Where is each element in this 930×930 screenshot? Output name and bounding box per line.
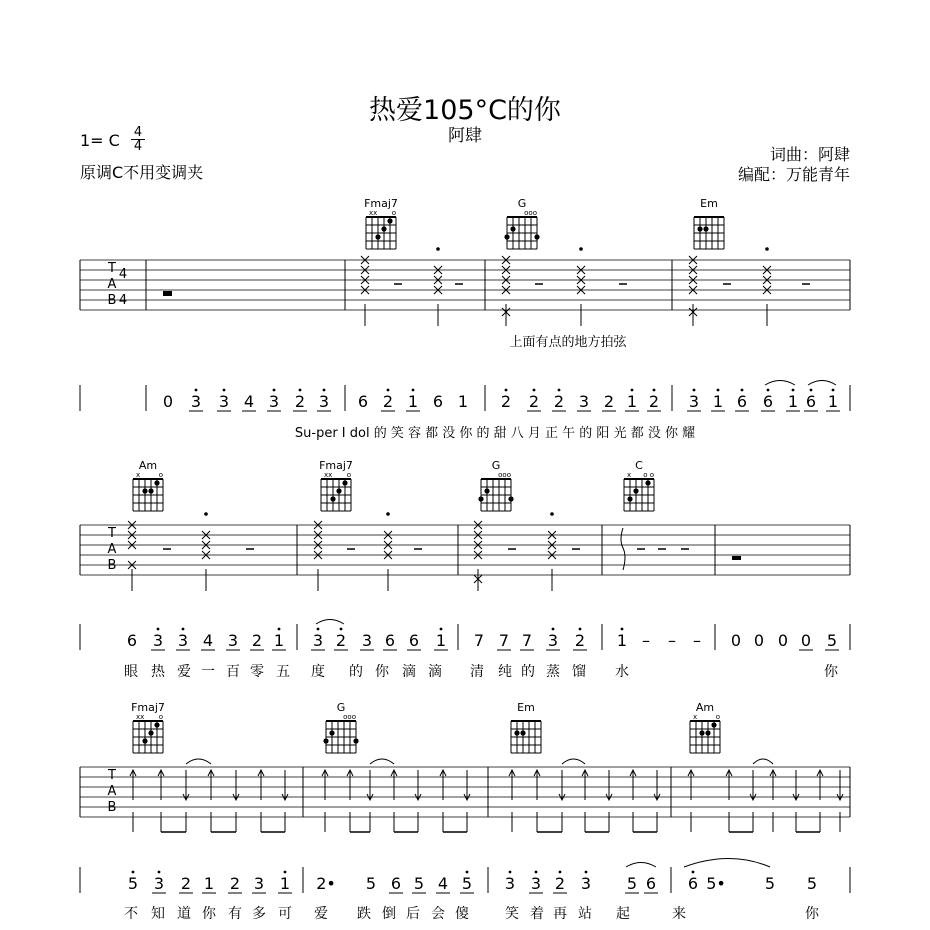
lyric-syllable: 百 — [226, 664, 240, 680]
chord-name: Am — [695, 701, 715, 714]
lyric-syllable: 知 — [151, 906, 165, 922]
octave-dot — [284, 871, 287, 874]
chord-finger-dot — [508, 496, 513, 501]
chord-finger-dot — [711, 722, 716, 727]
chord-finger-dot — [148, 730, 153, 735]
octave-dot — [323, 389, 326, 392]
lyric-syllable: 你 — [805, 906, 819, 922]
lyric-syllable: 的 — [521, 664, 535, 680]
jianpu-note: 2 — [528, 392, 540, 411]
lyric-syllable: 热 — [151, 664, 165, 680]
jianpu-note: 2 — [648, 392, 660, 411]
jianpu-note: – — [668, 631, 676, 650]
octave-dot — [810, 389, 813, 392]
time-signature-top: 4 — [133, 125, 143, 140]
chord-finger-dot — [697, 226, 702, 231]
jianpu-note: 3 — [268, 392, 280, 411]
chord-finger-dot — [627, 496, 632, 501]
jianpu-note: 7 — [473, 631, 485, 650]
chord-finger-dot — [703, 226, 708, 231]
jianpu-note: 7 — [498, 631, 510, 650]
lyric-syllable: 馏 — [572, 664, 586, 680]
jianpu-note: 5 — [127, 874, 139, 893]
jianpu-note: 6 — [126, 631, 138, 650]
octave-dot — [466, 871, 469, 874]
jianpu-note: 3 — [688, 392, 700, 411]
chord-finger-dot — [534, 234, 539, 239]
lyric-syllable: 着 — [530, 906, 544, 922]
jianpu-note: 6 — [645, 874, 657, 893]
jianpu-note: 0 — [800, 631, 812, 650]
capo-note: 原调C不用变调夹 — [80, 163, 204, 182]
jianpu-note: 6 — [390, 874, 402, 893]
octave-dot — [767, 389, 770, 392]
chord-name: C — [635, 459, 643, 472]
chord-open-marks: o o — [643, 471, 654, 479]
jianpu-note: 3 — [227, 631, 239, 650]
chord-finger-dot — [330, 496, 335, 501]
lyric-syllable: 起 — [616, 906, 630, 922]
jianpu-note: 3 — [190, 392, 202, 411]
jianpu-note: 5 — [365, 874, 377, 893]
octave-dot — [182, 628, 185, 631]
strum-arrow — [621, 528, 625, 570]
tie-arc — [808, 381, 836, 386]
song-title: 热爱105°C的你 — [369, 95, 561, 126]
lyric-syllable: 的 — [349, 664, 363, 680]
lyric-syllable: 傻 — [455, 906, 469, 922]
jianpu-note: 3 — [253, 874, 265, 893]
lyric-syllable: 爱 — [314, 906, 328, 922]
tab-staff — [80, 759, 850, 832]
jianpu-note: 2 — [251, 631, 263, 650]
lyric-syllable: 会 — [431, 906, 445, 922]
chord-name: Fmaj7 — [131, 701, 165, 714]
jianpu-note: 6 — [687, 874, 699, 893]
jianpu-note: – — [642, 631, 650, 650]
chord-finger-dot — [387, 218, 392, 223]
lyric-syllable: 爱 — [177, 664, 191, 680]
chord-finger-dot — [353, 738, 358, 743]
chord-name: G — [491, 459, 501, 472]
lyric-syllable: 零 — [250, 664, 264, 680]
chord-name: Em — [700, 197, 718, 210]
slap-dot — [436, 247, 440, 251]
jianpu-note: 3 — [580, 874, 592, 893]
tab-clef-letter: T — [108, 768, 116, 783]
tie-arc — [753, 759, 773, 764]
lyric-syllable: 多 — [252, 906, 266, 922]
lyric-syllable: 滴 — [402, 664, 416, 680]
jianpu-note: 2 — [603, 392, 615, 411]
jianpu-note: 6 — [805, 392, 817, 411]
chord-finger-dot — [510, 226, 515, 231]
slap-dot — [204, 512, 208, 516]
jianpu-note: 2 — [229, 874, 241, 893]
whole-rest — [163, 291, 172, 296]
tie-arc — [316, 620, 344, 625]
jianpu-note: 3 — [547, 631, 559, 650]
chord-finger-dot — [520, 730, 525, 735]
jianpu-note: 5 — [806, 874, 818, 893]
jianpu-note: 2 — [335, 631, 347, 650]
chord-diagram-em — [511, 701, 541, 753]
lyric-syllable: 五 — [276, 664, 290, 680]
lyric-syllable: 眼 — [124, 664, 138, 680]
jianpu-note: 6 — [384, 631, 396, 650]
lyrics-music-credit: 词曲：阿肆 — [769, 145, 850, 164]
arranger-credit: 编配：万能青年 — [737, 165, 850, 184]
lyric-syllable: 站 — [578, 906, 592, 922]
lyric-syllable: 水 — [615, 664, 629, 680]
octave-dot — [559, 871, 562, 874]
chord-mute-marks: xx — [136, 713, 145, 721]
slap-dot — [579, 247, 583, 251]
chord-name: G — [517, 197, 527, 210]
tab-time-top: 4 — [118, 267, 128, 282]
octave-dot — [832, 389, 835, 392]
chord-diagram-g — [478, 459, 513, 511]
jianpu-note: 2• — [316, 874, 336, 893]
jianpu-note: 0 — [777, 631, 789, 650]
chord-finger-dot — [323, 738, 328, 743]
tab-clef-letter: A — [107, 784, 117, 799]
tab-clef-letter: B — [107, 293, 117, 308]
chord-name: Em — [517, 701, 535, 714]
chord-mute-marks: xx — [369, 209, 378, 217]
tie-arc — [765, 381, 795, 386]
jianpu-line — [80, 624, 850, 680]
jianpu-note: 4 — [437, 874, 449, 893]
octave-dot — [741, 389, 744, 392]
octave-dot — [653, 389, 656, 392]
chord-finger-dot — [381, 226, 386, 231]
jianpu-note: 5 — [413, 874, 425, 893]
key-signature: 1= C — [80, 131, 120, 150]
octave-dot — [693, 389, 696, 392]
octave-dot — [223, 389, 226, 392]
chord-diagram-c — [624, 459, 654, 511]
slap-dot — [386, 512, 390, 516]
tab-clef-letter: A — [107, 277, 117, 292]
lyric-syllable: 度 — [311, 664, 325, 680]
tab-staff — [80, 247, 850, 350]
lyric-syllable: 跌 — [357, 906, 371, 922]
octave-dot — [533, 389, 536, 392]
lyric-syllable: 不 — [124, 906, 138, 922]
octave-dot — [585, 871, 588, 874]
octave-dot — [509, 871, 512, 874]
chord-diagram-fmaj7 — [131, 701, 165, 753]
chord-name: Fmaj7 — [319, 459, 353, 472]
chord-open-marks: o — [158, 471, 163, 479]
jianpu-note: – — [693, 631, 701, 650]
chord-finger-dot — [705, 730, 710, 735]
chord-finger-dot — [645, 480, 650, 485]
octave-dot — [340, 628, 343, 631]
tie-arc — [684, 859, 770, 868]
jianpu-note: 6 — [408, 631, 420, 650]
jianpu-note: 2 — [382, 392, 394, 411]
jianpu-note: 1 — [787, 392, 799, 411]
jianpu-note: 5 — [826, 631, 838, 650]
chord-name: Fmaj7 — [364, 197, 398, 210]
tab-staff — [80, 512, 850, 591]
octave-dot — [158, 871, 161, 874]
octave-dot — [631, 389, 634, 392]
jianpu-note: 1 — [435, 631, 447, 650]
jianpu-note: 7 — [521, 631, 533, 650]
chord-mute-marks: x — [627, 471, 632, 479]
lyric-syllable: 后 — [406, 906, 420, 922]
octave-dot — [440, 628, 443, 631]
chord-diagram-fmaj7 — [364, 197, 398, 249]
octave-dot — [132, 871, 135, 874]
jianpu-note: 3 — [152, 631, 164, 650]
chord-diagram-fmaj7 — [319, 459, 353, 511]
chord-diagram-am — [690, 701, 720, 753]
jianpu-note: 1 — [279, 874, 291, 893]
chord-diagram-g — [323, 701, 358, 753]
technique-annotation: 上面有点的地方拍弦 — [509, 335, 627, 350]
chord-diagram-g — [504, 197, 539, 249]
jianpu-note: 6 — [762, 392, 774, 411]
chord-finger-dot — [375, 234, 380, 239]
jianpu-note: 3 — [578, 392, 590, 411]
tab-clef-letter: B — [107, 800, 117, 815]
jianpu-note: 0 — [162, 392, 174, 411]
tie-arc — [370, 759, 394, 764]
jianpu-note: 2 — [180, 874, 192, 893]
octave-dot — [317, 628, 320, 631]
octave-dot — [505, 389, 508, 392]
jianpu-note: 5 — [461, 874, 473, 893]
octave-dot — [273, 389, 276, 392]
jianpu-note: 1 — [616, 631, 628, 650]
jianpu-note: 3 — [218, 392, 230, 411]
octave-dot — [412, 389, 415, 392]
jianpu-note: 3 — [177, 631, 189, 650]
chord-open-marks: o — [158, 713, 163, 721]
chord-finger-dot — [142, 738, 147, 743]
chord-open-marks: o — [346, 471, 351, 479]
jianpu-note: 5• — [706, 874, 726, 893]
jianpu-note: 5 — [626, 874, 638, 893]
chord-open-marks: o — [715, 713, 720, 721]
lyric-syllable: 再 — [553, 906, 567, 922]
lyric-syllable: 你 — [202, 906, 216, 922]
octave-dot — [195, 389, 198, 392]
tab-time-bottom: 4 — [118, 293, 128, 308]
chord-finger-dot — [329, 730, 334, 735]
lyric-syllable: 蒸 — [546, 664, 560, 680]
octave-dot — [299, 389, 302, 392]
jianpu-note: 1 — [273, 631, 285, 650]
jianpu-note: 2 — [553, 392, 565, 411]
lyric-syllable: 你 — [824, 664, 838, 680]
jianpu-note: 3 — [504, 874, 516, 893]
slap-dot — [550, 512, 554, 516]
tab-clef-letter: B — [107, 558, 117, 573]
chord-finger-dot — [142, 488, 147, 493]
tie-arc — [626, 863, 656, 868]
chord-finger-dot — [336, 488, 341, 493]
jianpu-note: 2 — [574, 631, 586, 650]
chord-finger-dot — [699, 730, 704, 735]
chord-finger-dot — [504, 234, 509, 239]
tab-clef-letter: T — [108, 526, 116, 541]
chord-finger-dot — [514, 730, 519, 735]
octave-dot — [692, 871, 695, 874]
jianpu-note: 3 — [312, 631, 324, 650]
octave-dot — [621, 628, 624, 631]
time-signature-bottom: 4 — [131, 139, 145, 153]
octave-dot — [278, 628, 281, 631]
tab-clef-letter: T — [108, 261, 116, 276]
jianpu-note: 6 — [736, 392, 748, 411]
jianpu-note: 1 — [457, 392, 469, 411]
artist-name: 阿肆 — [448, 126, 482, 146]
lyric-syllable: 道 — [177, 906, 191, 922]
lyric-syllable: 来 — [672, 906, 686, 922]
octave-dot — [552, 628, 555, 631]
jianpu-line — [80, 867, 850, 922]
jianpu-note: 1 — [407, 392, 419, 411]
chord-mute-marks: x — [136, 471, 141, 479]
jianpu-note: 4 — [243, 392, 255, 411]
jianpu-note: 3 — [318, 392, 330, 411]
slap-dot — [765, 247, 769, 251]
chord-mute-marks: xx — [324, 471, 333, 479]
lyric-syllable: 有 — [228, 906, 242, 922]
octave-dot — [717, 389, 720, 392]
lyric-syllable: 一 — [201, 664, 215, 680]
chord-finger-dot — [478, 496, 483, 501]
tab-clef-letter: A — [107, 542, 117, 557]
jianpu-note: 0 — [753, 631, 765, 650]
jianpu-note: 2 — [554, 874, 566, 893]
lyric-syllable: 纯 — [498, 664, 512, 680]
octave-dot — [387, 389, 390, 392]
half-rest — [732, 556, 741, 560]
chord-diagram-em — [694, 197, 724, 249]
octave-dot — [579, 628, 582, 631]
lyrics-line: Su-per I dol 的 笑 容 都 没 你 的 甜 八 月 正 午 的 阳 光 都 没 你 耀 — [294, 426, 696, 441]
jianpu-note: 3 — [361, 631, 373, 650]
chord-finger-dot — [342, 480, 347, 485]
jianpu-note: 4 — [202, 631, 214, 650]
jianpu-note: 1 — [827, 392, 839, 411]
lyric-syllable: 倒 — [382, 906, 396, 922]
chord-name: G — [336, 701, 346, 714]
jianpu-note: 5 — [764, 874, 776, 893]
chord-open-marks: ooo — [343, 713, 356, 721]
chord-finger-dot — [154, 480, 159, 485]
lyric-syllable: 滴 — [428, 664, 442, 680]
jianpu-note: 2 — [500, 392, 512, 411]
chord-finger-dot — [484, 488, 489, 493]
chord-open-marks: o — [391, 209, 396, 217]
jianpu-note: 3 — [153, 874, 165, 893]
octave-dot — [558, 389, 561, 392]
jianpu-note: 3 — [530, 874, 542, 893]
jianpu-note: 6 — [357, 392, 369, 411]
chord-finger-dot — [633, 488, 638, 493]
octave-dot — [157, 628, 160, 631]
jianpu-note: 0 — [730, 631, 742, 650]
lyric-syllable: 可 — [278, 906, 292, 922]
lyric-syllable: 笑 — [505, 906, 519, 922]
jianpu-note: 2 — [294, 392, 306, 411]
tie-arc — [562, 759, 585, 764]
chord-finger-dot — [148, 488, 153, 493]
chord-open-marks: ooo — [498, 471, 511, 479]
chord-name: Am — [138, 459, 158, 472]
jianpu-note: 1 — [712, 392, 724, 411]
jianpu-line — [80, 385, 850, 441]
jianpu-note: 1 — [203, 874, 215, 893]
tie-arc — [186, 759, 211, 764]
chord-diagram-am — [133, 459, 163, 511]
chord-finger-dot — [154, 722, 159, 727]
lyric-syllable: 你 — [375, 664, 389, 680]
lyric-syllable: 清 — [470, 664, 484, 680]
octave-dot — [792, 389, 795, 392]
octave-dot — [535, 871, 538, 874]
chord-open-marks: ooo — [524, 209, 537, 217]
jianpu-note: 1 — [626, 392, 638, 411]
chord-mute-marks: x — [693, 713, 698, 721]
jianpu-note: 6 — [432, 392, 444, 411]
